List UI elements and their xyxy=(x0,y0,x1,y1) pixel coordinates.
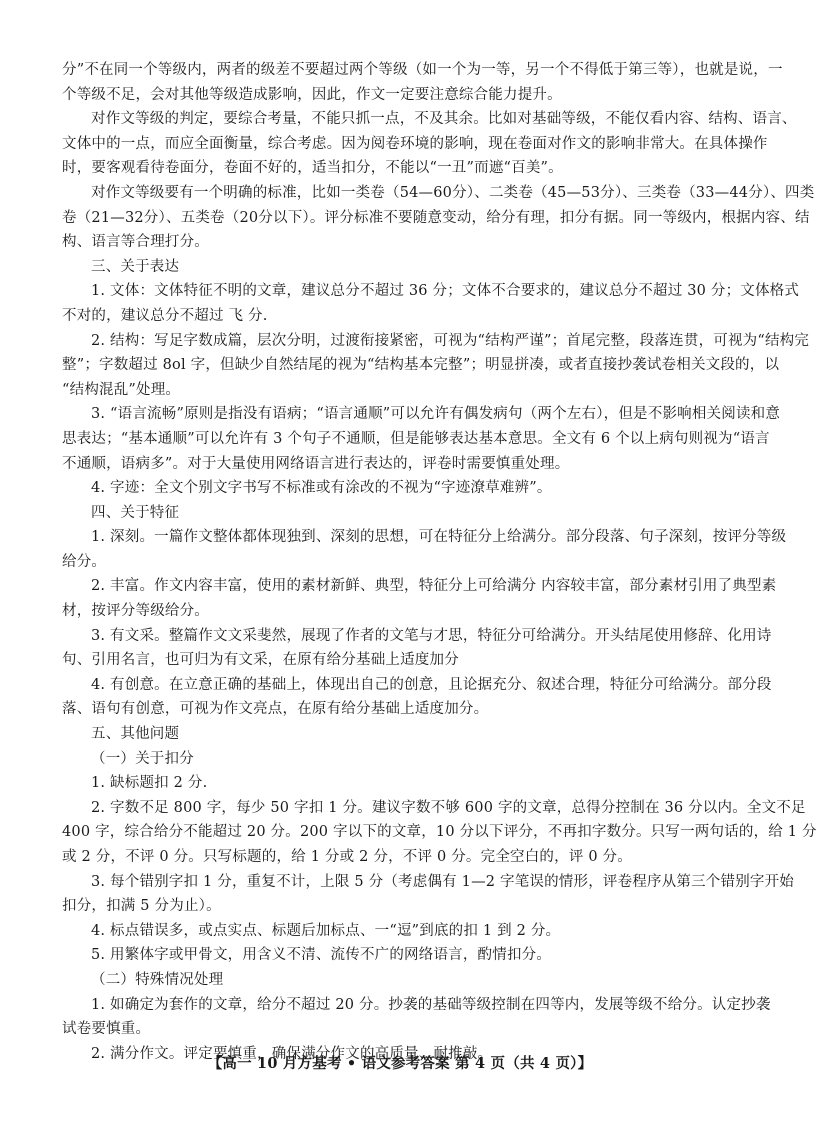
text-line: 2. 满分作文。评定要慎重，确保满分作文的高质量、耐推敲。 xyxy=(91,1045,493,1062)
text-line: 整”；字数超过 8ol 字，但缺少自然结尾的视为“结构基本完整”；明显拼凑，或者直接抄袭试卷相关文段的，以 xyxy=(62,357,780,374)
text-line: 3. 有文采。整篇作文文采斐然，展现了作者的文笔与才思，特征分可给满分。开头结尾使用修辞、化用诗 xyxy=(91,627,772,644)
text-line: 4. 标点错误多，或点实点、标题后加标点、一“逗”到底的扣 1 到 2 分。 xyxy=(91,922,561,939)
text-line: 2. 结构：写足字数成篇，层次分明，过渡衔接紧密，可视为“结构严谨”；首尾完整，段落连贯，可视为“结构完 xyxy=(91,332,810,349)
text-line: 1. 文体：文体特征不明的文章，建议总分不超过 36 分；文体不合要求的，建议总分不超过 30 分；文体格式 xyxy=(91,283,800,300)
text-line: 思表达；“基本通顺”可以允许有 3 个句子不通顺，但是能够表达基本意思。全文有 6 个以上病句则视为“语言 xyxy=(62,430,770,447)
text-line: 给分。 xyxy=(62,553,107,570)
page-footer: 【高一 10 月方基考 • 语文参考答案 第 4 页（共 4 页）】 xyxy=(207,1055,593,1072)
text-line: 4. 有创意。在立意正确的基础上，体现出自己的创意，且论据充分、叙述合理，特征分可给满分。部分段 xyxy=(91,676,772,693)
text-line: 三、关于表达 xyxy=(91,258,180,275)
text-line: 2. 字数不足 800 字，每少 50 字扣 1 分。建议字数不够 600 字的文章，总得分控制在 36 分以内。全文不足 xyxy=(91,799,806,816)
text-line: 文体中的一点，而应全面衡量，综合考虑。因为阅卷环境的影响，现在卷面对作文的影响非常大。在具体操作 xyxy=(62,135,768,152)
text-line: 试卷要慎重。 xyxy=(62,1021,151,1038)
text-line: 五、其他问题 xyxy=(91,726,180,743)
text-line: 或 2 分，不评 0 分。只写标题的，给 1 分或 2 分，不评 0 分。完全空白的，评 0 分。 xyxy=(62,849,632,865)
text-line: 2. 丰富。作文内容丰富，使用的素材新鲜、典型，特征分上可给满分 内容较丰富，部分素材引用了典型素 xyxy=(91,578,777,595)
text-line: 卷（21—32分）、五类卷（20分以下）。评分标准不要随意变动，给分有理，扣分有据。同一等级内，根据内容、结 xyxy=(62,209,810,226)
text-line: 句、引用名言，也可归为有文采，在原有给分基础上适度加分 xyxy=(62,652,459,669)
text-line: （二）特殊情况处理 xyxy=(91,971,224,988)
text-line: 不对的，建议总分不超过 飞 分. xyxy=(62,307,268,324)
text-line: 材，按评分等级给分。 xyxy=(62,603,209,620)
text-line: “结构混乱”处理。 xyxy=(62,381,181,398)
text-line: 3. 每个错别字扣 1 分，重复不计，上限 5 分（考虑偶有 1—2 字笔误的情形，评卷程序从第三个错别字开始 xyxy=(91,873,794,890)
text-line: 落、语句有创意，可视为作文亮点，在原有给分基础上适度加分。 xyxy=(62,701,489,718)
text-line: 时，要客观看待卷面分，卷面不好的，适当扣分，不能以“一丑”而遮“百美”。 xyxy=(62,160,563,177)
text-line: 扣分，扣满 5 分为止）。 xyxy=(62,898,221,915)
text-line: 5. 用繁体字或甲骨文，用含义不清、流传不广的网络语言，酌情扣分。 xyxy=(91,947,552,964)
text-line: 四、关于特征 xyxy=(91,504,180,521)
text-line: 400 字，综合给分不能超过 20 分。200 字以下的文章，10 分以下评分，不再扣字数分。只写一两句话的，给 1 分 xyxy=(62,824,817,841)
document-body xyxy=(62,58,817,1066)
text-line: 1. 深刻。一篇作文整体都体现独到、深刻的思想，可在特征分上给满分。部分段落、句子深刻，按评分等级 xyxy=(91,529,787,546)
text-line: 构、语言等合理打分。 xyxy=(62,234,209,251)
text-line: 4. 字迹：全文个别文字书写不标准或有涂改的不视为“字迹潦草难辨”。 xyxy=(91,480,552,497)
text-line: 3. “语言流畅”原则是指没有语病；“语言通顺”可以允许有偶发病句（两个左右），但是不影响相关阅读和意 xyxy=(91,406,781,423)
text-line: 1. 缺标题扣 2 分. xyxy=(91,775,208,792)
text-line: 个等级不足，会对其他等级造成影响，因此，作文一定要注意综合能力提升。 xyxy=(62,86,562,103)
text-line: （一）关于扣分 xyxy=(91,750,194,767)
text-line: 分”不在同一个等级内，两者的级差不要超过两个等级（如一个为一等，另一个不得低于第三等），也就是说，一 xyxy=(62,62,783,78)
text-line: 1. 如确定为套作的文章，给分不超过 20 分。抄袭的基础等级控制在四等内，发展等级不给分。认定抄袭 xyxy=(91,996,771,1013)
text-line: 不通顺，语病多”。对于大量使用网络语言进行表达的，评卷时需要慎重处理。 xyxy=(62,455,570,472)
text-line: 对作文等级要有一个明确的标准，比如一类卷（54—60分）、二类卷（45—53分）、三类卷（33—44分）、四类 xyxy=(91,184,815,201)
text-line: 对作文等级的判定，要综合考量，不能只抓一点，不及其余。比如对基础等级，不能仅看内容、结构、语言、 xyxy=(91,111,797,128)
